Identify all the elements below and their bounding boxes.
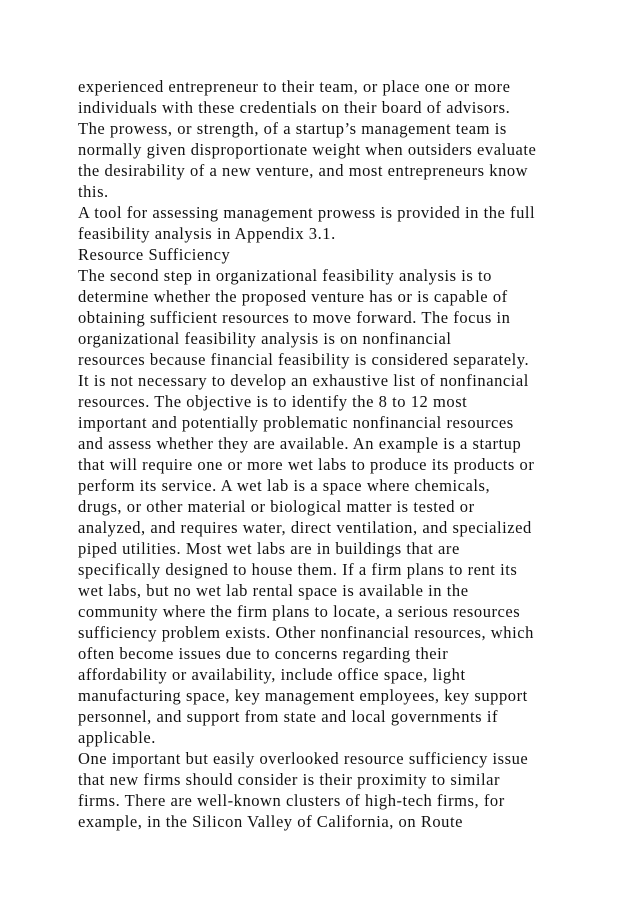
text-line: experienced entrepreneur to their team, or place one or more (78, 77, 511, 96)
section-heading: Resource Sufficiency (78, 245, 231, 264)
text-line: organizational feasibility analysis is on nonfinancial (78, 329, 452, 348)
text-line: example, in the Silicon Valley of California, on Route (78, 812, 463, 831)
text-line: The prowess, or strength, of a startup’s management team is (78, 119, 507, 138)
text-line: individuals with these credentials on their board of advisors. (78, 98, 511, 117)
text-line: affordability or availability, include office space, light (78, 665, 466, 684)
text-line: normally given disproportionate weight when outsiders evaluate (78, 140, 537, 159)
text-line: community where the firm plans to locate, a serious resources (78, 602, 521, 621)
text-line: drugs, or other material or biological matter is tested or (78, 497, 475, 516)
text-line: wet labs, but no wet lab rental space is available in the (78, 581, 469, 600)
text-line: this. (78, 182, 109, 201)
text-line: perform its service. A wet lab is a space where chemicals, (78, 476, 491, 495)
text-line: A tool for assessing management prowess is provided in the full (78, 203, 536, 222)
text-line: and assess whether they are available. An example is a startup (78, 434, 522, 453)
text-line: applicable. (78, 728, 156, 747)
text-line: resources because financial feasibility is considered separately. (78, 350, 530, 369)
text-line: specifically designed to house them. If a firm plans to rent its (78, 560, 518, 579)
text-line: The second step in organizational feasibility analysis is to (78, 266, 492, 285)
text-line: manufacturing space, key management employees, key support (78, 686, 528, 705)
text-line: resources. The objective is to identify the 8 to 12 most (78, 392, 468, 411)
text-line: piped utilities. Most wet labs are in buildings that are (78, 539, 460, 558)
text-line: important and potentially problematic nonfinancial resources (78, 413, 514, 432)
text-line: often become issues due to concerns regarding their (78, 644, 449, 663)
text-line: obtaining sufficient resources to move forward. The focus in (78, 308, 511, 327)
text-line: determine whether the proposed venture has or is capable of (78, 287, 508, 306)
text-line: sufficiency problem exists. Other nonfinancial resources, which (78, 623, 534, 642)
text-line: firms. There are well-known clusters of high-tech firms, for (78, 791, 505, 810)
text-line: that will require one or more wet labs to produce its products or (78, 455, 535, 474)
text-line: It is not necessary to develop an exhaustive list of nonfinancial (78, 371, 529, 390)
text-line: that new firms should consider is their proximity to similar (78, 770, 501, 789)
text-line: the desirability of a new venture, and most entrepreneurs know (78, 161, 529, 180)
text-line: feasibility analysis in Appendix 3.1. (78, 224, 336, 243)
text-line: One important but easily overlooked resource sufficiency issue (78, 749, 529, 768)
text-line: analyzed, and requires water, direct ventilation, and specialized (78, 518, 532, 537)
document-page (78, 76, 568, 832)
text-line: personnel, and support from state and local governments if (78, 707, 499, 726)
